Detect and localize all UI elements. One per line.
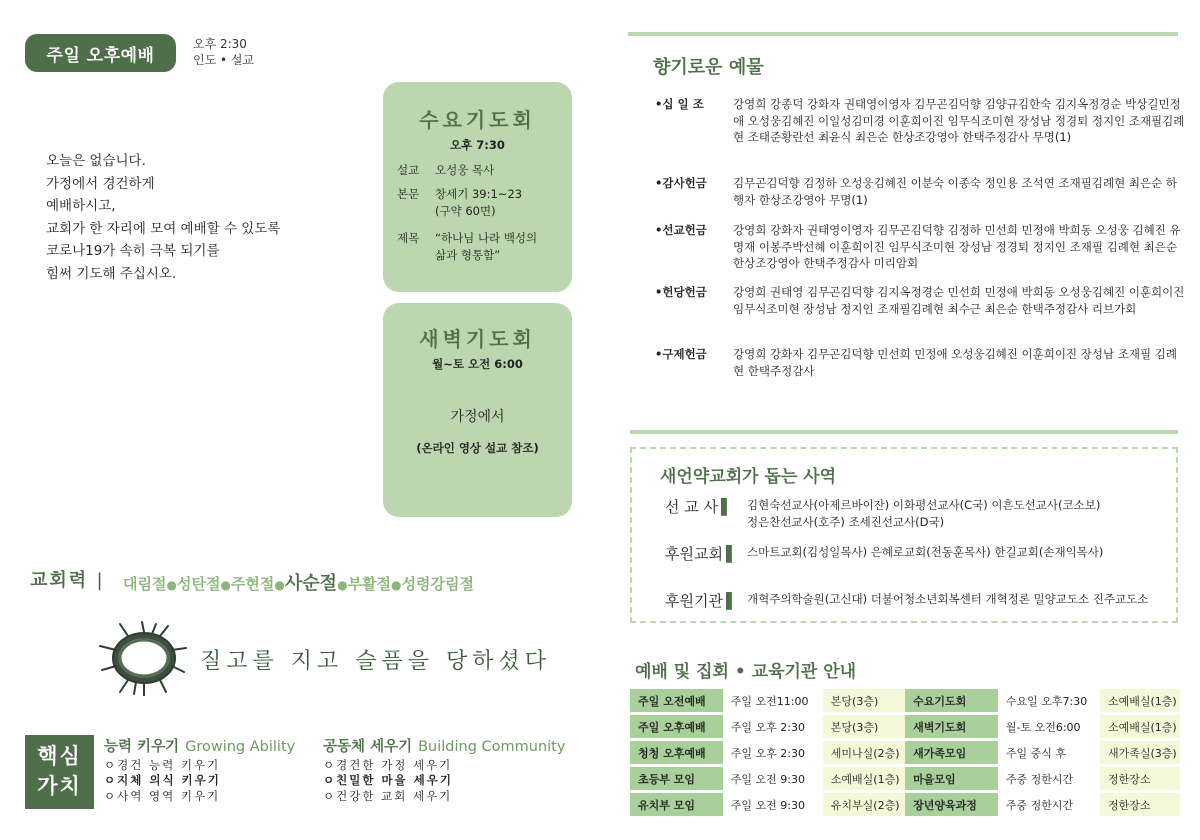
ministry-row-missionaries: 선 교 사 ▌ 김현숙선교사(아제르바이잔) 이화평선교사(C국) 이흔도선교사(코소보) 정은찬선교사(호주) 조세진선교사(D국) <box>665 496 1170 531</box>
core-value-head-en: Growing Ability <box>185 739 296 755</box>
schedule-cell: 소예배실(1층) <box>1100 715 1180 738</box>
schedule-cell: 주일 오후예배 <box>630 715 723 738</box>
ministry-row-organizations: 후원기관 ▌ 개혁주의학술원(고신대) 더불어청소년회복센터 개혁정론 밀양교도소 진주교도소 <box>665 590 1170 611</box>
schedule-cell: 마을모임 <box>905 767 998 790</box>
schedule-cell: 새벽기도회 <box>905 715 998 738</box>
season-item: 부활절 <box>347 575 392 593</box>
church-calendar-title: 교회력 <box>30 570 89 591</box>
schedule-cell: 세미나실(2층) <box>823 741 905 764</box>
dawn-prayer-card <box>383 303 572 517</box>
crown-of-thorns-icon <box>98 620 190 696</box>
season-item-current: 사순절 <box>284 573 338 594</box>
core-values-line2: 가치 <box>37 774 82 798</box>
heading-divider: | <box>96 570 105 591</box>
core-values-badge <box>25 735 94 809</box>
row-value: “하나님 나라 백성의 <box>435 231 538 245</box>
ministry-type: 선 교 사 <box>665 498 719 516</box>
row-key: 본문 <box>397 187 420 201</box>
row-value-sub: (구약 60면) <box>435 204 496 218</box>
notice-line: 힘써 기도해 주십시오. <box>46 265 177 282</box>
core-value-head: 공동체 세우기 <box>323 739 413 755</box>
afternoon-service-badge <box>25 34 176 72</box>
offering-names: 강영희 강화자 김무곤김덕향 민선희 민정애 오성웅김혜진 이훈희이진 장성남 조재필 김례현 한택주정감사 <box>733 347 1177 378</box>
afternoon-service-role: 인도 • 설교 <box>193 53 255 67</box>
offering-names: 강영희 강화자 권태영이영자 김무곤김덕향 김정하 민선희 민정애 박희동 오성웅 김혜진 유명재 이봉주박선혜 이훈희이진 임무식조미현 장성남 정경퇴 정지인 조재필 김례현 최은순 한상조강영아 한택주정감사 미리암회 <box>733 223 1181 270</box>
schedule-cell: 본당(3층) <box>823 715 905 738</box>
ministry-names-cont: 정은찬선교사(호주) 조세진선교사(D국) <box>747 515 945 529</box>
schedule-cell: 주일 오전예배 <box>630 689 723 712</box>
schedule-cell: 주중 정한시간 <box>998 767 1100 790</box>
afternoon-service-label: 주일 오후예배 <box>46 45 155 66</box>
wednesday-title: 수요기도회 <box>419 108 536 132</box>
season-item: 성령강림절 <box>401 575 474 593</box>
dawn-place: 가정에서 <box>450 409 505 425</box>
schedule-cell: 수요기도회 <box>905 689 998 712</box>
lent-theme-text: 질고를 지고 슬픔을 당하셨다 <box>200 649 552 674</box>
ministry-top-divider <box>630 430 1178 434</box>
wednesday-time: 오후 7:30 <box>450 138 505 152</box>
ministry-names: 스마트교회(김성일목사) 은혜로교회(전동훈목사) 한길교회(손재익목사) <box>747 545 1104 559</box>
schedule-cell: 주일 오후 2:30 <box>723 741 823 764</box>
offering-type: •구제헌금 <box>655 347 707 361</box>
core-value-item: ㅇ건강한 교회 세우기 <box>323 788 453 803</box>
dawn-time: 월~토 오전 6:00 <box>432 357 523 371</box>
offering-row-relief <box>655 346 1185 379</box>
schedule-table <box>630 686 1180 819</box>
offering-row-tithe <box>655 96 1185 146</box>
ministry-type: 후원기관 <box>665 592 723 610</box>
core-value-item: ㅇ경건 능력 키우기 <box>104 757 221 772</box>
season-dot: ● <box>274 578 285 592</box>
schedule-cell: 새가족모임 <box>905 741 998 764</box>
core-value-head-en: Building Community <box>418 739 566 755</box>
offering-type: •선교헌금 <box>655 223 707 237</box>
ministry-names: 김현숙선교사(아제르바이잔) 이화평선교사(C국) 이흔도선교사(코소보) <box>747 498 1101 512</box>
ministry-row-churches: 후원교회 ▌ 스마트교회(김성일목사) 은혜로교회(전동훈목사) 한길교회(손재익목사) <box>665 543 1170 564</box>
afternoon-service-time: 오후 2:30 <box>193 37 247 51</box>
sermon-preacher-row <box>397 162 565 179</box>
schedule-cell: 주일 오전 9:30 <box>723 793 823 816</box>
season-dot: ● <box>337 578 348 592</box>
top-divider <box>628 32 1178 36</box>
notice-line: 가정에서 경건하게 <box>46 175 155 192</box>
schedule-cell: 주일 중식 후 <box>998 741 1100 764</box>
core-value-item: ㅇ경건한 가정 세우기 <box>323 757 453 772</box>
core-value-item: ㅇ지체 의식 키우기 <box>104 773 221 787</box>
schedule-cell: 유치부실(2층) <box>823 793 905 816</box>
core-value-ability <box>104 740 295 804</box>
season-dot: ● <box>391 578 402 592</box>
row-value-sub: 삶과 형통함” <box>435 248 501 262</box>
schedule-cell: 주중 정한시간 <box>998 793 1100 816</box>
season-item: 주현절 <box>230 575 275 593</box>
notice-line: 코로나19가 속히 극복 되기를 <box>46 243 220 259</box>
schedule-row <box>630 793 1180 816</box>
ministry-title: 새언약교회가 돕는 사역 <box>660 467 837 487</box>
sermon-text-row <box>397 186 565 220</box>
schedule-cell: 월-토 오전6:00 <box>998 715 1100 738</box>
season-item: 대림절 <box>123 575 167 593</box>
offering-type: •감사헌금 <box>655 176 707 190</box>
schedule-row <box>630 689 1180 712</box>
offerings-title: 향기로운 예물 <box>653 57 764 78</box>
schedule-cell: 장년양육과정 <box>905 793 998 816</box>
ministry-names: 개혁주의학술원(고신대) 더불어청소년회복센터 개혁정론 밀양교도소 진주교도소 <box>747 592 1149 606</box>
core-value-community <box>323 740 565 804</box>
notice-text <box>46 150 280 285</box>
row-value: 오성웅 목사 <box>435 163 495 177</box>
core-value-item: ㅇ사역 영역 키우기 <box>104 788 221 803</box>
season-dot: ● <box>220 578 231 592</box>
dawn-title: 새벽기도회 <box>419 327 536 351</box>
schedule-cell: 새가족실(3층) <box>1100 741 1180 764</box>
schedule-row <box>630 767 1180 790</box>
offering-names: 강영희 권태영 김무곤김덕향 김지옥정경순 민선희 민정애 박희동 오성웅김혜진 이훈희이진 임무식조미현 장성남 정지인 조재필김례현 최수근 최은순 한택주정감사 리브가회 <box>733 285 1185 316</box>
row-value: 창세기 39:1~23 <box>435 187 523 201</box>
core-values-line1: 핵심 <box>37 744 82 768</box>
dawn-note: (온라인 영상 설교 참조) <box>416 441 539 455</box>
schedule-title: 예배 및 집회 • 교육기관 안내 <box>635 662 857 682</box>
season-dot: ● <box>166 578 177 592</box>
offering-type: •십 일 조 <box>655 97 704 111</box>
schedule-cell: 초등부 모임 <box>630 767 723 790</box>
row-key: 설교 <box>397 163 420 177</box>
notice-line: 예배하시고, <box>46 198 116 214</box>
offering-row-building <box>655 284 1185 317</box>
offering-names: 강영희 강종덕 강화자 권태영이영자 김무곤김덕향 김양규김한숙 김지옥정경순 박상길민정애 오성웅김혜진 이일성김미경 이훈희이진 임무식조미현 장성남 정경퇴 정지인 조재필김례현 조태준황란선 최윤식 최은순 한상조강영아 한택주정감사 무명(1) <box>733 97 1185 144</box>
core-value-item: ㅇ친밀한 마을 세우기 <box>323 773 453 787</box>
offering-row-mission <box>655 222 1185 272</box>
schedule-cell: 주일 오전 9:30 <box>723 767 823 790</box>
season-item: 성탄절 <box>176 575 221 593</box>
schedule-cell: 수요일 오후7:30 <box>998 689 1100 712</box>
church-calendar-heading <box>30 566 111 592</box>
notice-line: 교회가 한 자리에 모여 예배할 수 있도록 <box>46 220 281 237</box>
ministry-type: 후원교회 <box>665 545 723 563</box>
offering-type: •헌당헌금 <box>655 285 707 299</box>
schedule-row <box>630 741 1180 764</box>
offering-names: 김무곤김덕향 김정하 오성웅김혜진 이분숙 이종숙 정인용 조석연 조재필김례현 최은순 하행자 한상조강영아 무명(1) <box>733 176 1177 207</box>
schedule-cell: 정한장소 <box>1100 793 1180 816</box>
afternoon-service-info <box>193 36 254 68</box>
schedule-cell: 주일 오전11:00 <box>723 689 823 712</box>
sermon-title-row <box>397 230 565 264</box>
wednesday-prayer-card <box>383 82 572 292</box>
schedule-cell: 소예배실(1층) <box>823 767 905 790</box>
notice-line: 오늘은 없습니다. <box>46 153 146 169</box>
core-value-head: 능력 키우기 <box>104 739 180 755</box>
schedule-cell: 주일 오후 2:30 <box>723 715 823 738</box>
schedule-cell: 소예배실(1층) <box>1100 689 1180 712</box>
church-seasons <box>123 569 474 595</box>
offering-row-thanks <box>655 175 1185 208</box>
schedule-row <box>630 715 1180 738</box>
schedule-cell: 정한장소 <box>1100 767 1180 790</box>
schedule-cell: 유치부 모임 <box>630 793 723 816</box>
row-key: 제목 <box>397 231 420 245</box>
schedule-cell: 본당(3층) <box>823 689 905 712</box>
schedule-cell: 청청 오후예배 <box>630 741 723 764</box>
